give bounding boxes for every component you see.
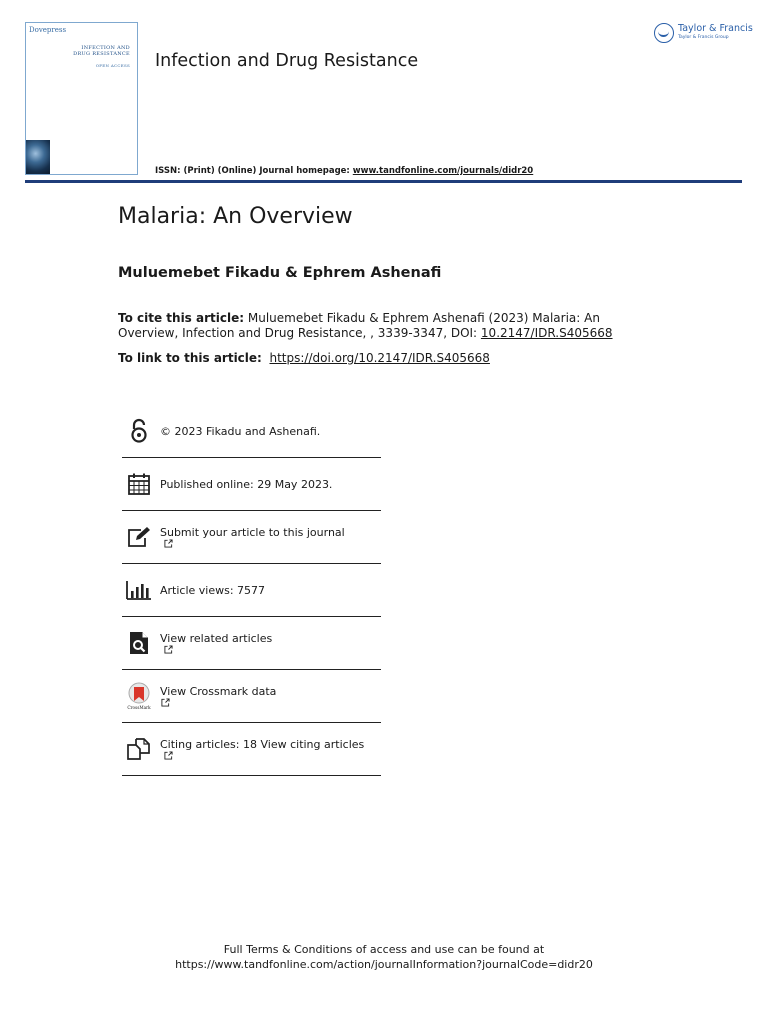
calendar-icon [126,471,152,497]
issn-label: ISSN: (Print) (Online) Journal homepage: [155,166,353,176]
cite-label: To cite this article: [118,311,245,325]
journal-homepage-link[interactable]: www.tandfonline.com/journals/didr20 [352,166,534,176]
journal-cover-thumbnail [25,22,138,175]
submit-article-text [160,526,345,548]
list-item-submit-article[interactable] [122,511,381,564]
edit-icon [126,524,152,550]
cover-journal-line: DRUG RESISTANCE [73,51,130,57]
related-articles-link[interactable]: View related articles [160,632,273,645]
crossmark-icon [126,683,152,709]
journal-title: Infection and Drug Resistance [155,51,419,71]
link-label: To link to this article: [118,351,262,365]
list-item-copyright [122,405,381,458]
open-access-icon [126,418,152,444]
article-views-text: Article views: 7577 [160,583,266,597]
external-link-icon [164,751,173,760]
publisher-group: Taylor & Francis Group [678,35,729,40]
terms-footer [0,942,768,972]
citing-articles-text [160,738,364,760]
cite-text: Muluemebet Fikadu & Ephrem Ashenafi (2023) Malaria: An Overview, Infection and Drug Resistance, , 3339-3347, DOI: [118,311,600,340]
cover-artwork [26,140,50,174]
crossmark-link[interactable]: View Crossmark data [160,685,277,698]
article-title: Malaria: An Overview [118,204,353,229]
citing-articles-link[interactable]: Citing articles: 18 View citing articles [160,738,365,751]
list-item-views [122,564,381,617]
submit-article-link[interactable]: Submit your article to this journal [160,526,345,539]
doi-link[interactable]: 10.2147/IDR.S405668 [480,326,613,340]
list-item-citing-articles[interactable] [122,723,381,776]
dovepress-logo: Dovepress [29,26,67,34]
publisher-name: Taylor & Francis [678,23,753,34]
taylor-francis-emblem-icon [654,23,674,43]
citation-block [118,311,658,341]
crossmark-text [160,685,276,707]
article-info-list [122,405,381,776]
external-link-icon [164,645,173,654]
copyright-text: © 2023 Fikadu and Ashenafi. [160,424,321,438]
taylor-francis-logo [654,22,753,46]
header-divider [25,180,742,183]
cover-journal-title [60,45,130,57]
crossmark-label: CrossMark [127,705,151,710]
search-document-icon [126,630,152,656]
related-articles-text [160,632,272,654]
open-access-badge: OPEN ACCESS [95,63,130,68]
article-authors: Muluemebet Fikadu & Ephrem Ashenafi [118,265,442,281]
article-link-line [118,351,490,365]
external-link-icon [161,698,170,707]
published-date-text: Published online: 29 May 2023. [160,477,333,491]
bar-chart-icon [126,577,152,603]
citing-articles-icon [126,736,152,762]
terms-url[interactable]: https://www.tandfonline.com/action/journalInformation?journalCode=didr20 [175,958,593,971]
cover-journal-line: INFECTION AND [81,45,130,51]
list-item-crossmark[interactable] [122,670,381,723]
issn-line [155,166,533,176]
list-item-published [122,458,381,511]
article-url-link[interactable]: https://doi.org/10.2147/IDR.S405668 [269,351,490,365]
external-link-icon [164,539,173,548]
list-item-related-articles[interactable] [122,617,381,670]
terms-line: Full Terms & Conditions of access and use can be found at [223,943,545,956]
